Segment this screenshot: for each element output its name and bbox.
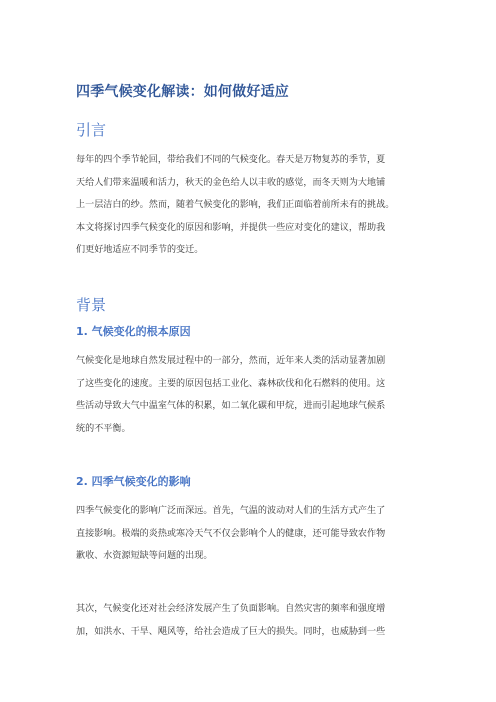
paragraph-line: 直接影响。极端的炎热或寒冷天气不仅会影响个人的健康，还可能导致农作物 — [76, 528, 386, 539]
section1-heading: 1. 气候变化的根本原因 — [76, 325, 191, 338]
paragraph-line: 统的不平衡。 — [76, 423, 131, 434]
background-heading: 背景 — [76, 296, 107, 314]
paragraph-line: 每年的四个季节轮回，带给我们不同的气候变化。春天是万物复苏的季节，夏 — [76, 155, 386, 165]
paragraph-line: 加，如洪水、干旱、飓风等，给社会造成了巨大的损失。同时，也威胁到一些 — [76, 626, 386, 637]
section2-paragraph-2 — [76, 598, 436, 643]
section2-heading: 2. 四季气候变化的影响 — [76, 475, 191, 488]
paragraph-line: 本文将探讨四季气候变化的原因和影响，并提供一些应对变化的建议，帮助我 — [76, 222, 386, 233]
paragraph-line: 上一层洁白的纱。然而，随着气候变化的影响，我们正面临着前所未有的挑战。 — [76, 200, 395, 210]
section1-paragraph — [76, 350, 436, 440]
paragraph-line: 其次，气候变化还对社会经济发展产生了负面影响。自然灾害的频率和强度增 — [76, 604, 386, 614]
paragraph-line: 天给人们带来温暖和活力，秋天的金色给人以丰收的感觉，而冬天则为大地铺 — [76, 177, 386, 188]
document-title: 四季气候变化解读：如何做好适应 — [76, 84, 289, 100]
paragraph-line: 们更好地适应不同季节的变迁。 — [76, 245, 204, 255]
intro-paragraph — [76, 149, 436, 262]
paragraph-line: 些活动导致大气中温室气体的积累，如二氧化碳和甲烷，进而引起地球气候系 — [76, 401, 386, 411]
paragraph-line: 四季气候变化的影响广泛而深远。首先，气温的波动对人们的生活方式产生了 — [76, 506, 386, 516]
paragraph-line: 歉收、水资源短缺等问题的出现。 — [76, 551, 213, 561]
intro-heading: 引言 — [76, 121, 107, 139]
section2-paragraph-1 — [76, 500, 436, 568]
paragraph-line: 气候变化是地球自然发展过程中的一部分，然而，近年来人类的活动显著加剧 — [76, 356, 386, 366]
paragraph-line: 了这些变化的速度。主要的原因包括工业化、森林砍伐和化石燃料的使用。这 — [76, 378, 386, 389]
